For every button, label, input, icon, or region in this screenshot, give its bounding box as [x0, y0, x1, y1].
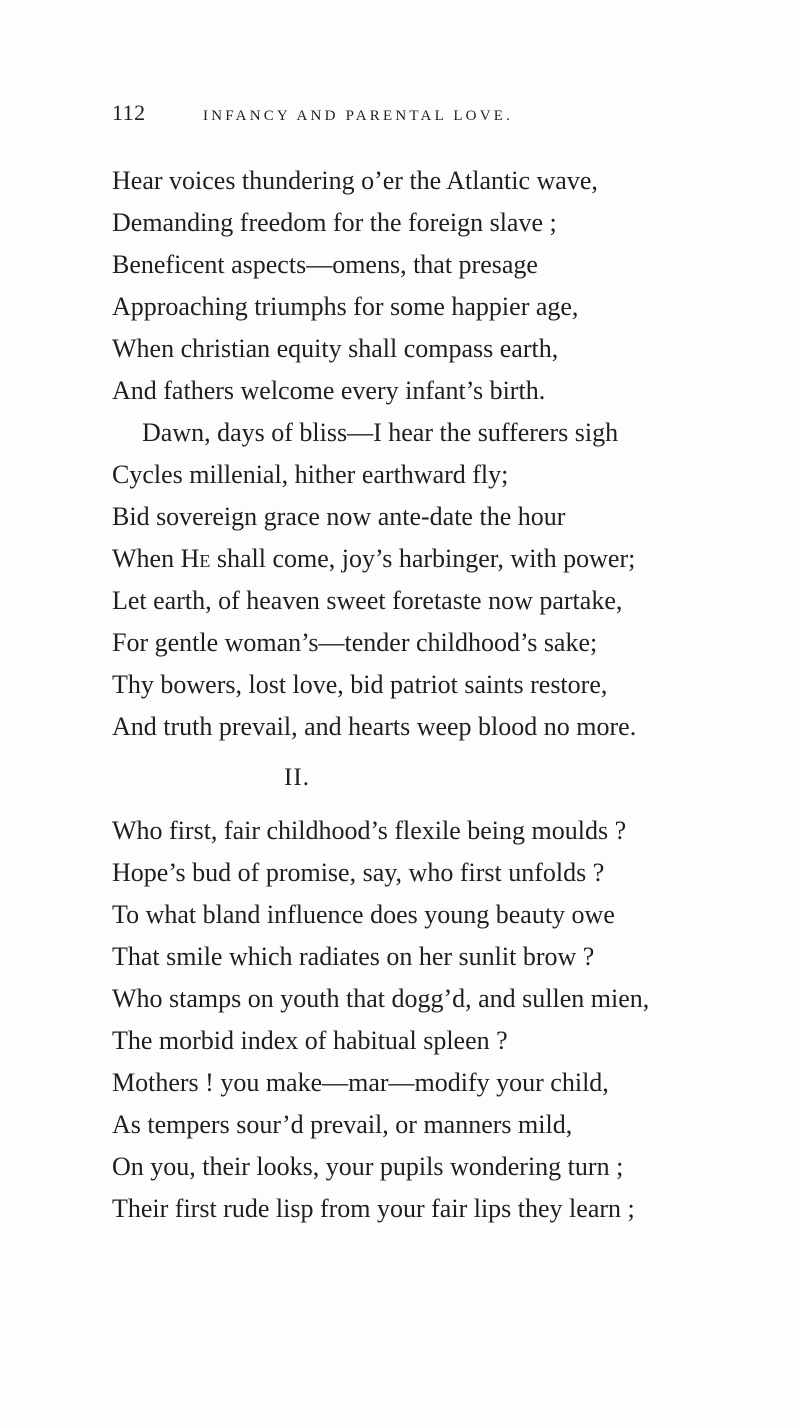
poem-line-text: When — [112, 544, 181, 573]
poem-line — [112, 538, 792, 580]
poem-line: When christian equity shall compass earth, — [112, 334, 559, 363]
poem-line: Hear voices thundering o’er the Atlantic wave, — [112, 166, 598, 195]
poem-line: Thy bowers, lost love, bid patriot saints restore, — [112, 670, 608, 699]
poem-line: And fathers welcome every infant’s birth. — [112, 376, 546, 405]
running-title: INFANCY AND PARENTAL LOVE. — [203, 108, 514, 124]
poem-line: That smile which radiates on her sunlit brow ? — [112, 942, 595, 971]
poem-line: Demanding freedom for the foreign slave ; — [112, 208, 557, 237]
poem-line: Dawn, days of bliss—I hear the sufferers sigh — [142, 418, 619, 447]
section-heading: II. — [284, 764, 310, 791]
poem-line: Who stamps on youth that dogg’d, and sullen mien, — [112, 984, 650, 1013]
page-number: 112 — [112, 100, 146, 125]
poem-line: Who first, fair childhood’s flexile being moulds ? — [112, 816, 627, 845]
running-head — [112, 100, 752, 140]
poem-body — [112, 160, 792, 1230]
poem-line: Their first rude lisp from your fair lips they learn ; — [112, 1194, 635, 1223]
poem-line: Let earth, of heaven sweet foretaste now partake, — [112, 586, 623, 615]
poem-line: On you, their looks, your pupils wondering turn ; — [112, 1152, 624, 1181]
poem-line: The morbid index of habitual spleen ? — [112, 1026, 508, 1055]
poem-line: And truth prevail, and hearts weep blood no more. — [112, 712, 637, 741]
poem-line-text: shall come, joy’s harbinger, with power; — [210, 544, 636, 573]
poem-line: Mothers ! you make—mar—modify your child, — [112, 1068, 609, 1097]
poem-line: To what bland influence does young beauty owe — [112, 900, 615, 929]
poem-line: Approaching triumphs for some happier age, — [112, 292, 579, 321]
poem-line: Bid sovereign grace now ante-date the hour — [112, 502, 566, 531]
poem-line: For gentle woman’s—tender childhood’s sake; — [112, 628, 598, 657]
poem-line: Cycles millenial, hither earthward fly; — [112, 460, 509, 489]
poem-line: Beneficent aspects—omens, that presage — [112, 250, 538, 279]
poem-line: As tempers sour’d prevail, or manners mild, — [112, 1110, 573, 1139]
poem-line: Hope’s bud of promise, say, who first unfolds ? — [112, 858, 605, 887]
small-caps-word: He — [180, 544, 211, 573]
